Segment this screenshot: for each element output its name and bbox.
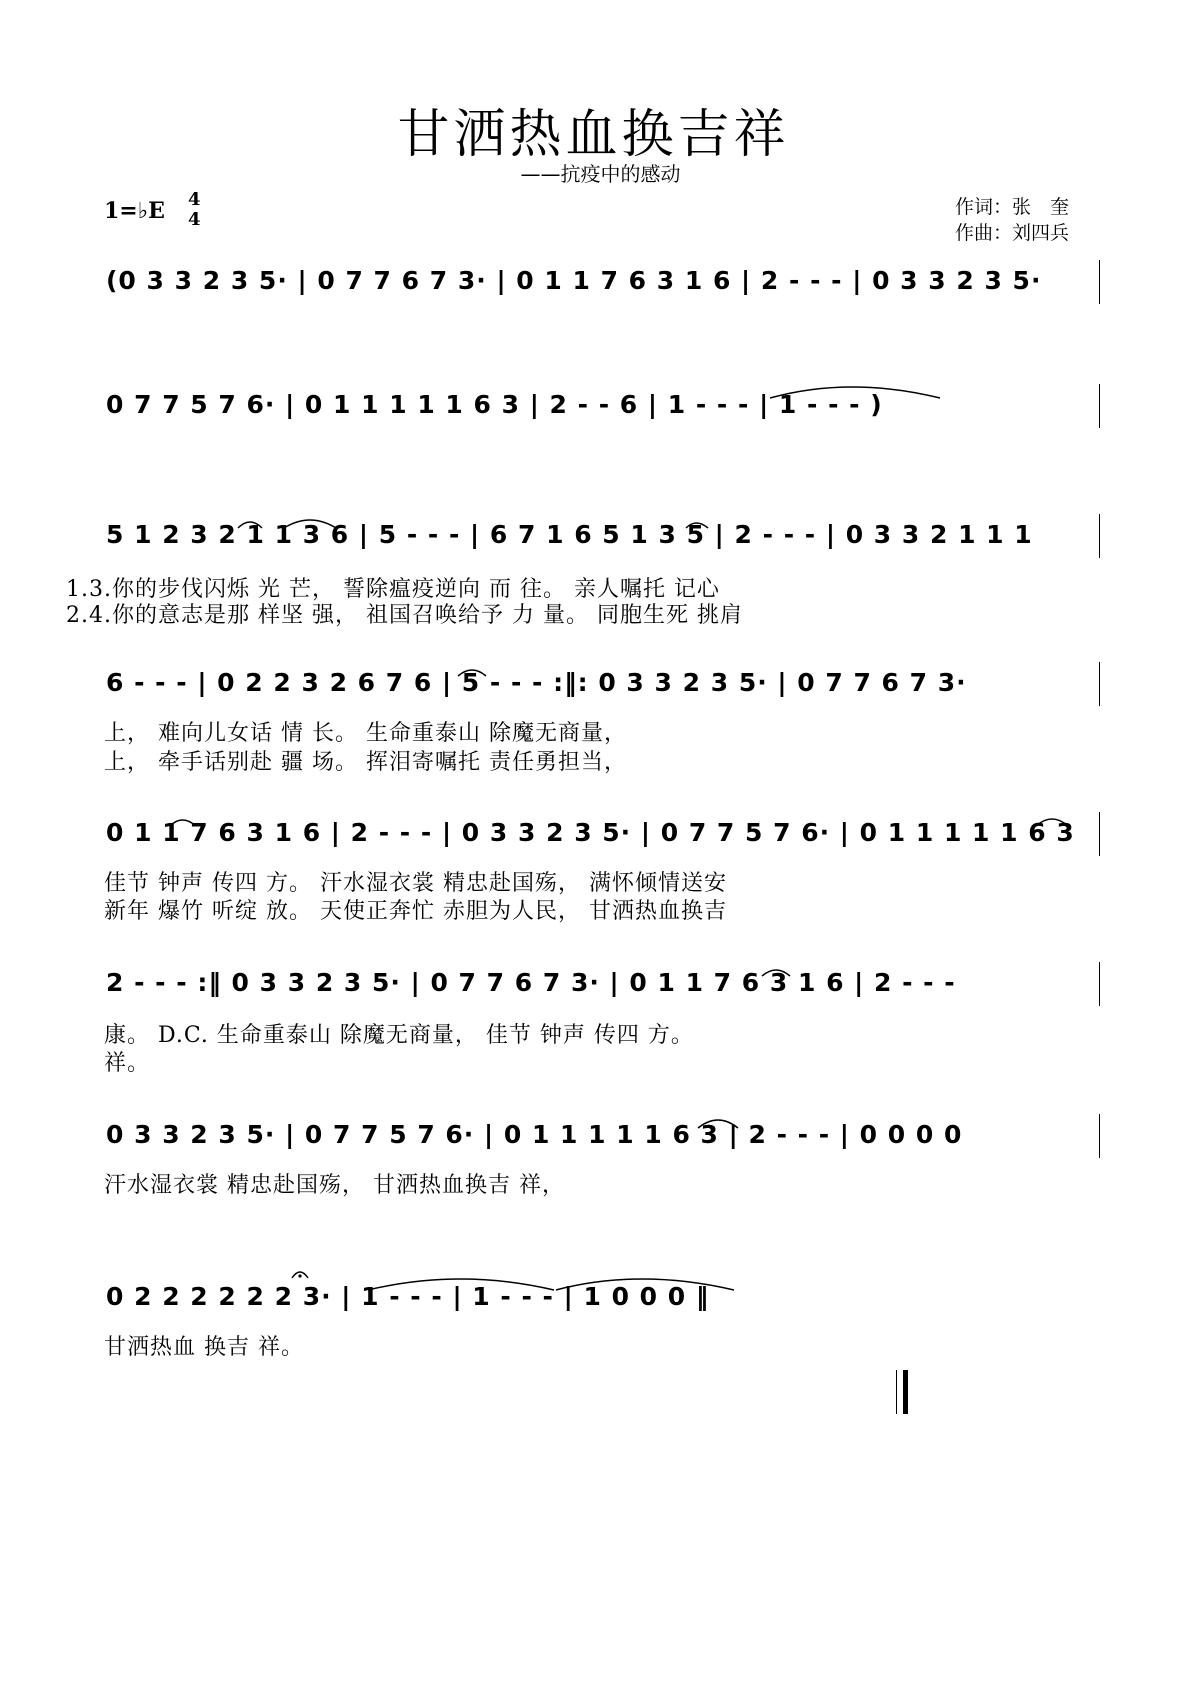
key-signature: 1=♭E <box>104 198 165 224</box>
lyric-row-8-verse-1: 甘洒热血 换吉 祥。 <box>104 1335 304 1360</box>
lyric-row-3-verse-2: 2.4.你的意志是那 样坚 强， 祖国召唤给予 力 量。 同胞生死 挑肩 <box>66 603 743 628</box>
score-row-1: (0 3 3 2 3 5· | 0 7 7 6 7 3· | 0 1 1 7 6 3 1 6 | 2 - - - | 0 3 3 2 3 5· <box>106 266 1042 295</box>
score-row-2: 0 7 7 5 7 6· | 0 1 1 1 1 1 6 3 | 2 - - 6 | 1 - - - | 1 - - - ) <box>106 390 883 419</box>
system-end-barline <box>1099 260 1100 304</box>
song-subtitle: ——抗疫中的感动 <box>520 162 681 186</box>
final-barline-thick <box>903 1370 908 1414</box>
lyric-row-6-verse-2: 祥。 <box>104 1051 151 1076</box>
score-row-6: 2 - - - :‖ 0 3 3 2 3 5· | 0 7 7 6 7 3· | 0 1 1 7 6 3 1 6 | 2 - - - <box>106 968 956 997</box>
system-end-barline <box>1099 514 1100 558</box>
score-row-3: 5 1 2 3 2 1 1 3 6 | 5 - - - | 6 7 1 6 5 1 3 5 | 2 - - - | 0 3 3 2 1 1 1 <box>106 520 1033 549</box>
meter-bottom: 4 <box>188 209 201 230</box>
composer-credit: 作曲：刘四兵 <box>955 222 1070 244</box>
song-title: 甘洒热血换吉祥 <box>397 105 790 165</box>
system-end-barline <box>1099 812 1100 856</box>
score-row-4: 6 - - - | 0 2 2 3 2 6 7 6 | 5 - - - :‖: 0 3 3 2 3 5· | 0 7 7 6 7 3· <box>106 668 967 697</box>
system-end-barline <box>1099 662 1100 706</box>
system-end-barline <box>1099 1114 1100 1158</box>
lyric-row-3-verse-1: 1.3.你的步伐闪烁 光 芒， 誓除瘟疫逆向 而 往。 亲人嘱托 记心 <box>66 577 720 602</box>
score-row-8: 0 2 2 2 2 2 2 3· | 1 - - - | 1 - - - | 1 0 0 0 ‖ <box>106 1282 710 1311</box>
score-row-7: 0 3 3 2 3 5· | 0 7 7 5 7 6· | 0 1 1 1 1 1 6 3 | 2 - - - | 0 0 0 0 <box>106 1120 963 1149</box>
fermata-icon <box>292 1272 308 1278</box>
lyric-row-4-verse-1: 上， 难向儿女话 情 长。 生命重泰山 除魔无商量， <box>104 721 627 746</box>
system-end-barline <box>1099 962 1100 1006</box>
system-end-barline <box>1099 384 1100 428</box>
lyric-row-4-verse-2: 上， 牵手话别赴 疆 场。 挥泪寄嘱托 责任勇担当， <box>104 750 627 775</box>
fermata-dot <box>298 1274 301 1277</box>
score-row-5: 0 1 1 7 6 3 1 6 | 2 - - - | 0 3 3 2 3 5· | 0 7 7 5 7 6· | 0 1 1 1 1 1 6 3 <box>106 818 1075 847</box>
lyric-row-5-verse-1: 佳节 钟声 传四 方。 汗水湿衣裳 精忠赴国殇， 满怀倾情送安 <box>104 871 727 896</box>
meter-top: 4 <box>188 189 201 210</box>
final-barline-thin <box>896 1370 897 1414</box>
lyric-row-6-verse-1: 康。 D.C. 生命重泰山 除魔无商量， 佳节 钟声 传四 方。 <box>104 1023 694 1048</box>
lyric-row-7-verse-1: 汗水湿衣裳 精忠赴国殇， 甘洒热血换吉 祥， <box>104 1173 565 1198</box>
lyric-row-5-verse-2: 新年 爆竹 听绽 放。 天使正奔忙 赤胆为人民， 甘洒热血换吉 <box>104 899 727 924</box>
time-signature <box>188 190 201 230</box>
lyricist-credit: 作词：张 奎 <box>955 196 1070 218</box>
